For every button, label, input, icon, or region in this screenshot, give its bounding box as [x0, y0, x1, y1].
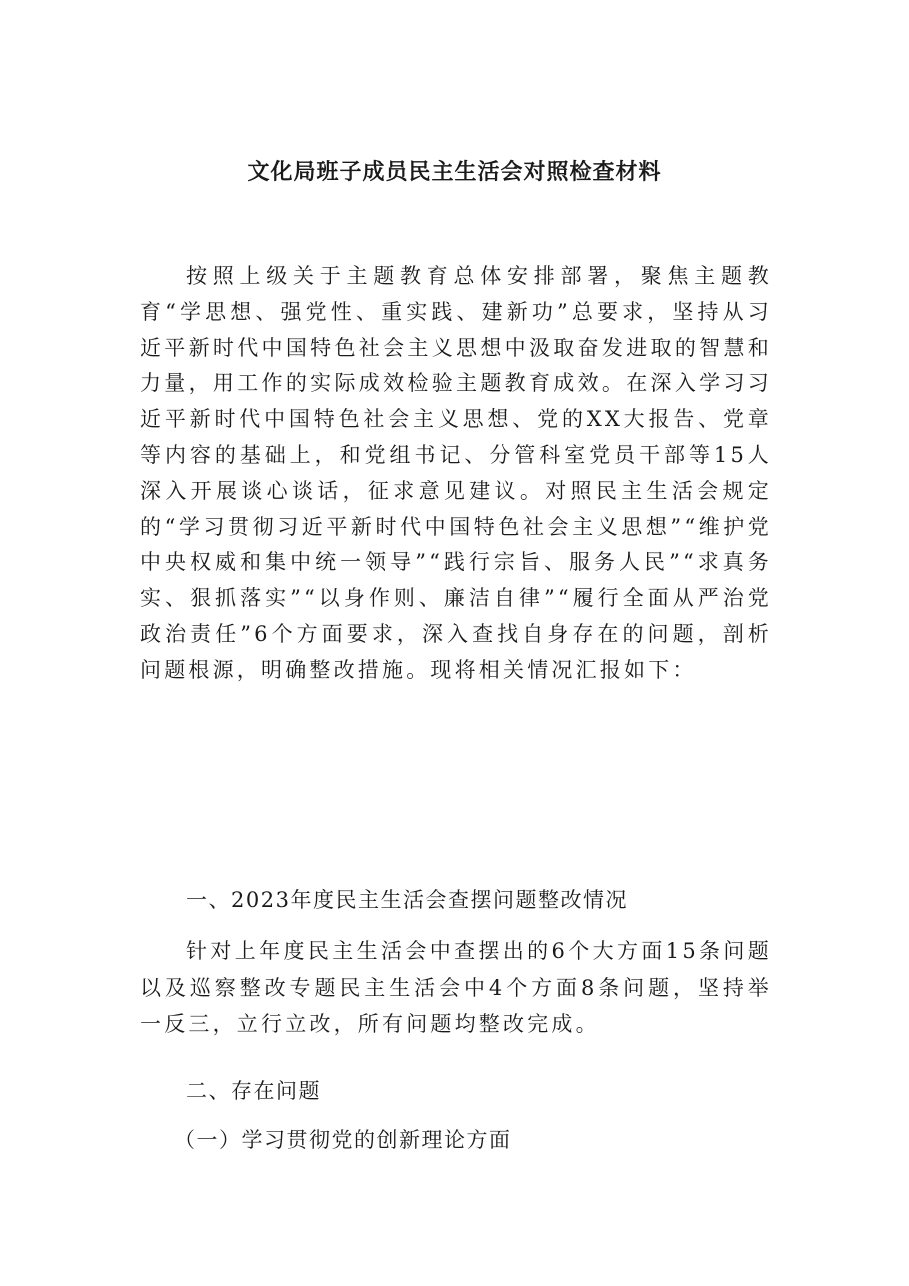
section-heading-2: 二、存在问题 — [186, 1079, 321, 1103]
section-heading-1: 一、2023年度民主生活会查摆问题整改情况 — [186, 888, 628, 912]
intro-paragraph: 按照上级关于主题教育总体安排部署，聚焦主题教育“学思想、强党性、重实践、建新功”总要求，坚持从习近平新时代中国特色社会主义思想中汲取奋发进取的智慧和力量，用工作的实际成效检验主题教育成效。在深入学习习近平新时代中国特色社会主义思想、党的XX大报告、党章等内容的基础上，和党组书记、分管科室党员干部等15人深入开展谈心谈话，征求意见建议。对照民主生活会规定的“学习贯彻习近平新时代中国特色社会主义思想”“维护党中央权威和集中统一领导”“践行宗旨、服务人民”“求真务实、狠抓落实”“以身作则、廉洁自律”“履行全面从严治党政治责任”6个方面要求，深入查找自身存在的问题，剖析问题根源，明确整改措施。现将相关情况汇报如下： — [140, 264, 772, 682]
document-title: 文化局班子成员民主生活会对照检查材料 — [247, 159, 662, 185]
subsection-heading-1: （一）学习贯彻党的创新理论方面 — [174, 1128, 512, 1152]
section1-paragraph: 针对上年度民主生活会中查摆出的6个大方面15条问题以及巡察整改专题民主生活会中4个方面8条问题，坚持举一反三，立行立改，所有问题均整改完成。 — [140, 939, 772, 1036]
